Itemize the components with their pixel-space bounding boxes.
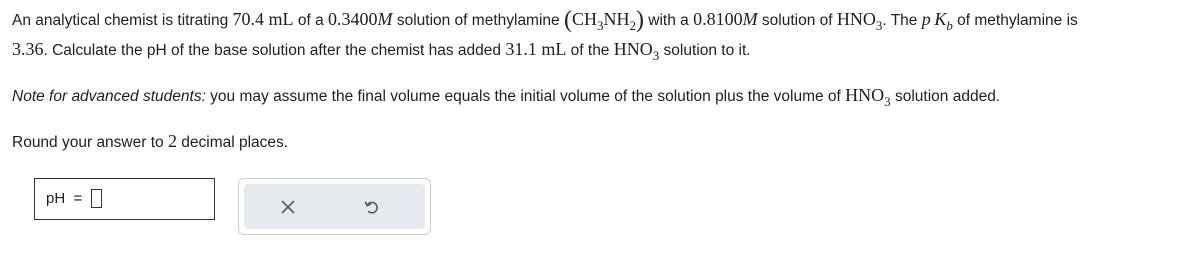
molarity-unit: M [742,9,758,29]
molarity-unit: M [377,9,393,29]
question-text: . Calculate the pH of the base solution after the chemist has added [43,42,506,59]
question-text: solution of methylamine [392,12,564,29]
answer-label [46,190,82,207]
formula-part: HNO [613,39,653,59]
formula-part: HNO [845,85,885,105]
formula-subscript: 3 [884,94,891,109]
question-line-1 [12,7,1078,32]
nitric-acid-formula [613,39,660,63]
question-text: An analytical chemist is titrating [12,12,233,29]
formula-part: HNO [836,9,876,29]
note-label: Note for advanced students: [12,88,206,105]
question-text: solution to it. [659,42,751,59]
formula-subscript: 3 [875,18,883,33]
undo-icon [364,199,380,215]
answer-tools-bar [244,184,425,229]
nitric-acid-formula [845,85,891,109]
pkb-value: 3.36 [12,39,44,59]
formula-subscript: 2 [629,18,636,33]
formula-subscript: 3 [596,18,604,33]
formula-part: NH [603,9,630,29]
rounding-instruction [12,130,288,154]
question-text: . The [882,12,922,29]
close-paren: ) [635,7,644,33]
question-text: of methylamine is [952,12,1078,29]
acid-concentration-value: 0.8100 [693,9,743,29]
open-paren: ( [563,7,572,33]
base-concentration [328,9,393,29]
base-concentration-value: 0.3400 [328,9,378,29]
question-line-2 [12,38,751,62]
instruction-text: Round your answer to [12,134,168,151]
formula-part: CH [571,9,597,29]
acid-concentration [693,9,758,29]
question-text: solution of [757,12,837,29]
question-text: of a [293,12,329,29]
acid-volume: 31.1 mL [505,39,567,59]
undo-button[interactable] [354,192,390,222]
answer-tools-panel [238,178,431,235]
ph-answer-input[interactable] [91,189,102,208]
question-text: with a [643,12,694,29]
clear-answer-button[interactable] [270,192,306,222]
close-icon [281,200,295,214]
note-text: solution added. [890,88,1001,105]
pkb-k: K [934,9,947,29]
pkb-subscript: b [946,18,953,33]
question-text: of the [566,42,614,59]
formula-subscript: 3 [652,48,660,63]
equals-sign: = [73,190,83,207]
decimal-places-count: 2 [167,131,177,151]
pkb-symbol [921,9,953,33]
instruction-text: decimal places. [176,134,289,151]
answer-box [34,178,215,220]
base-volume: 70.4 mL [232,9,294,29]
nitric-acid-formula [836,9,883,33]
pkb-p: p [921,9,931,29]
ph-label: pH [46,190,66,207]
methylamine-formula [571,9,636,33]
advanced-note [12,84,1000,108]
note-text: you may assume the final volume equals the initial volume of the solution plus the volume of [205,88,846,105]
